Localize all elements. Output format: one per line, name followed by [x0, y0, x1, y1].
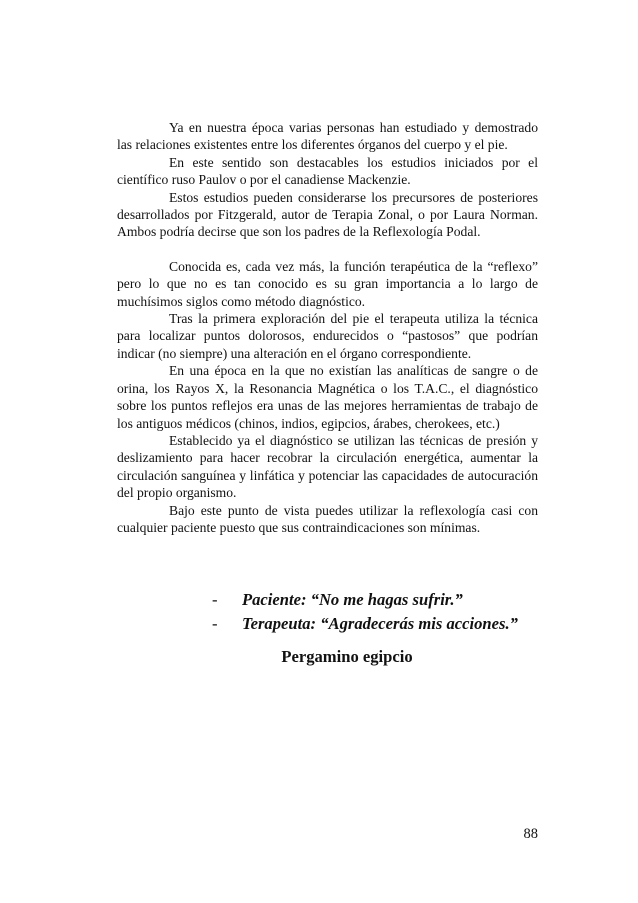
dialogue-quotes [212, 588, 572, 636]
paragraph: En una época en la que no existían las analíticas de sangre o de orina, los Rayos X, la Resonancia Magnética o los T.A.C., el diagnóstico sobre los puntos reflejos era unas de las mejores herramientas de trabajo de los antiguos médicos (chinos, indios, egipcios, árabes, cherokees, etc.) [117, 363, 538, 431]
quote-attribution: Pergamino egipcio [281, 647, 413, 666]
quote-dash: - [212, 614, 218, 633]
paragraph: Establecido ya el diagnóstico se utilizan las técnicas de presión y deslizamiento para hacer recobrar la circulación energética, aumentar la circulación sanguínea y linfática y potenciar las capacidades de autocuración del propio organismo. [117, 432, 538, 501]
body-text [117, 119, 538, 536]
paragraph: Bajo este punto de vista puedes utilizar la reflexología casi con cualquier paciente puesto que sus contraindicaciones son mínimas. [117, 502, 538, 535]
paragraph: Conocida es, cada vez más, la función terapéutica de la “reflexo” pero lo que no es tan conocido es su gran importancia a lo largo de muchísimos siglos como método diagnóstico. [117, 258, 538, 309]
quote-text: Paciente: “No me hagas sufrir.” [242, 590, 463, 609]
paragraph: Estos estudios pueden considerarse los precursores de posteriores desarrollados por Fitzgerald, autor de Terapia Zonal, o por Laura Norman. Ambos podría decirse que son los padres de la Reflexología Podal. [117, 189, 538, 240]
page-number: 88 [523, 826, 538, 842]
paragraph: Ya en nuestra época varias personas han estudiado y demostrado las relaciones existentes entre los diferentes órganos del cuerpo y el pie. [117, 120, 538, 153]
quote-text: Terapeuta: “Agradecerás mis acciones.” [242, 614, 518, 633]
quote-line [212, 588, 572, 612]
quote-dash: - [212, 590, 218, 609]
paragraph: Tras la primera exploración del pie el terapeuta utiliza la técnica para localizar puntos dolorosos, endurecidos o “pastosos” que podrían indicar (no siempre) una alteración en el órgano correspondiente. [117, 311, 538, 361]
quote-line [212, 612, 572, 636]
paragraph: En este sentido son destacables los estudios iniciados por el científico ruso Paulov o por el canadiense Mackenzie. [117, 154, 538, 188]
paragraph-spacer [117, 241, 538, 258]
